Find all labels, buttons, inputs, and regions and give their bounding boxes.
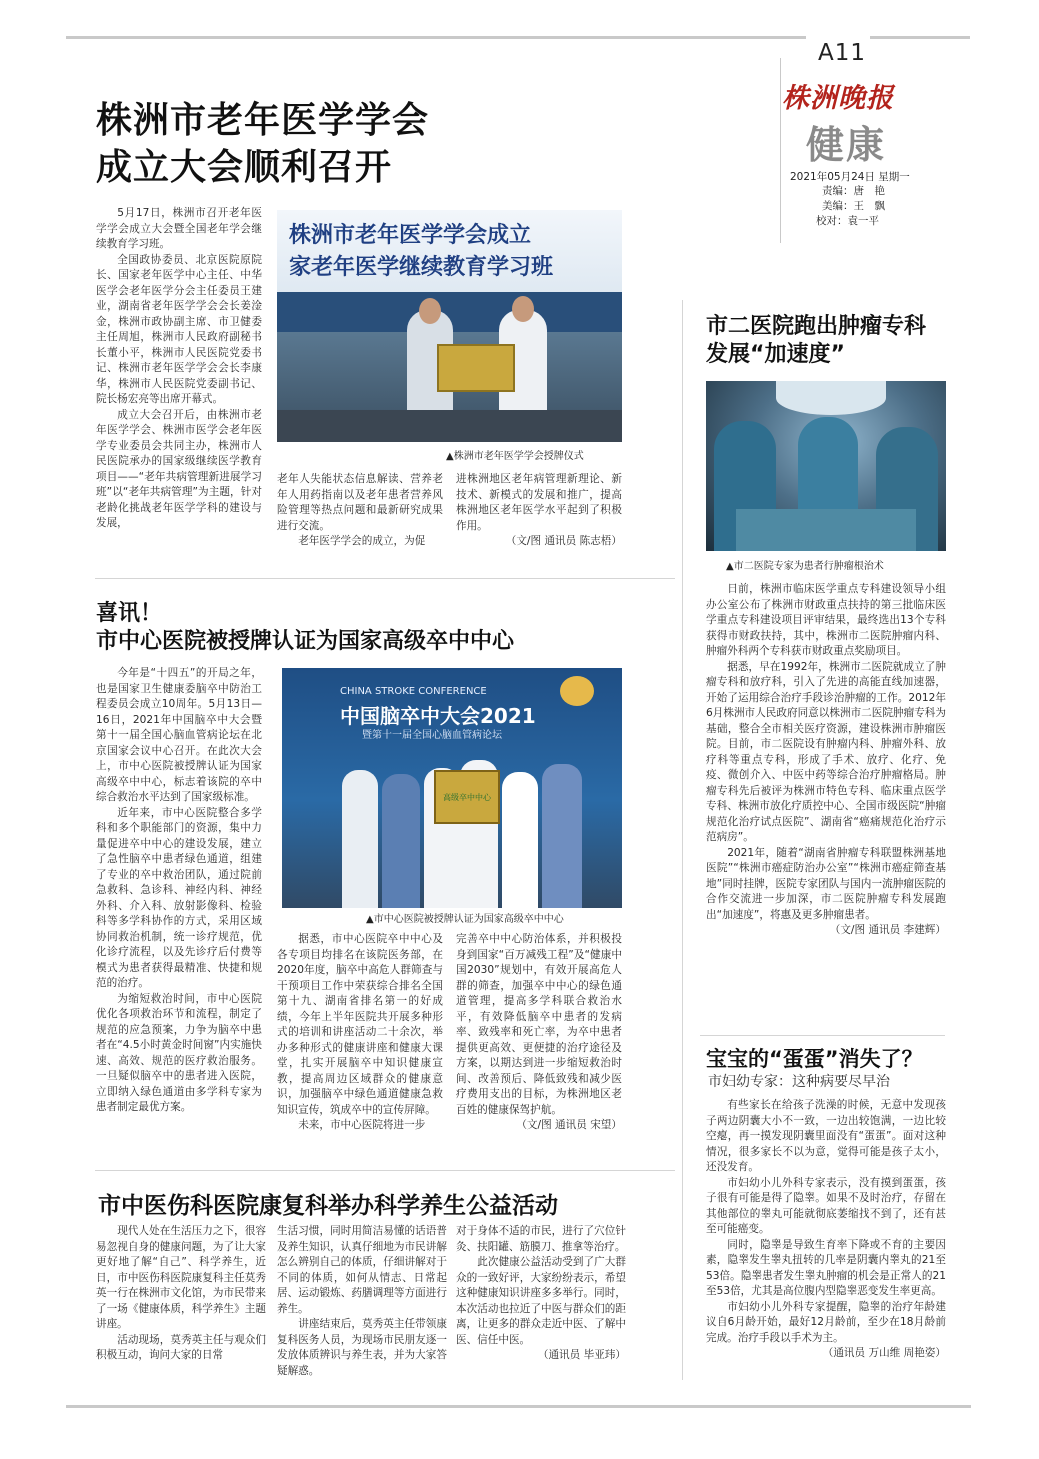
- photo-banner-line1: 株洲市老年医学学会成立: [289, 223, 532, 248]
- article3-title-line1: 喜讯！: [96, 601, 163, 626]
- article1-photo: [277, 210, 622, 442]
- paragraph: 老年医学学会的成立，为促: [298, 535, 426, 547]
- audience-row: [277, 410, 622, 442]
- article5-column3: [456, 1224, 626, 1384]
- byline: （文/图 通讯员 宋望）: [516, 1119, 622, 1131]
- article2-body: [706, 582, 946, 1030]
- paragraph: 完善卒中中心防治体系，并积极投身到国家“百万减残工程”及“健康中国2030”规划中，有效开展高危人群的筛查，加强卒中中心的绿色通道管理，提高多学科联合救治水平，有效降低脑卒中患者的发病率、致残率和死亡率，为卒中患者提供更高效、更便捷的治疗途径及方案，以期达到进一步缩短救治时间、改善预后、降低致残和减少医疗费用支出的目标，为株洲地区老百姓的健康保驾护航。: [456, 933, 622, 1116]
- article1-column3: [456, 472, 622, 562]
- byline: （文/图 通讯员 李建辉）: [829, 924, 946, 936]
- paragraph: 日前，株洲市临床医学重点专科建设领导小组办公室公布了株洲市财政重点扶持的第三批临床医学重点专科建设项目评审结果，最终选出13个专科获得市财政扶持，其中，株洲市二医院肿瘤内科、肿瘤外科两个专科获市财政重点奖励项目。: [706, 583, 946, 657]
- byline: （通讯员 万山维 周艳姿）: [822, 1347, 946, 1359]
- article1-column1: [96, 206, 262, 560]
- article3-caption: ▲市中心医院被授牌认证为国家高级卒中中心: [366, 914, 564, 925]
- paragraph: 5月17日，株洲市召开老年医学学会成立大会暨全国老年学会继续教育学习班。: [96, 207, 262, 250]
- byline: （文/图 通讯员 陈志梧）: [505, 535, 622, 547]
- paragraph: 市妇幼小儿外科专家提醒，隐睾的治疗年龄建议自6月龄开始，最好12月龄前，至少在18月龄前完成。治疗手段以手术为主。: [706, 1300, 946, 1344]
- header-divider: [780, 58, 781, 243]
- article2-title-line2: 发展“加速度”: [706, 342, 845, 367]
- paragraph: 老年人失能状态信息解读、营养老年人用药指南以及老年患者营养风险管理等热点问题和最新研究成果进行交流。: [277, 473, 443, 532]
- photo-banner-line2: 家老年医学继续教育学习班: [289, 255, 554, 280]
- banner-text-sub: 暨第十一届全国心脑血管病论坛: [362, 730, 502, 741]
- banner-text-cn: 中国脑卒中大会2021: [340, 704, 536, 728]
- article5-column2: [277, 1224, 447, 1384]
- top-rule-right: [870, 36, 970, 39]
- plaque-text: 高级卒中中心: [443, 793, 491, 802]
- paragraph: 据悉，市中心医院卒中中心及各专项目均排名在该院医务部，在2020年度，脑卒中高危人群筛查与干预项目工作中荣获综合排名全国第十九、湖南省排名第一的好成绩，今年上半年医院共开展多种形式的培训和讲座活动二十余次，举办多种形式的健康讲座和健康大课堂，扎实开展脑卒中知识健康宣教，提高周边区域群众的健康意识，加强脑卒中绿色通道健康急救知识宣传，筑成卒中的宣传屏障。: [277, 933, 443, 1116]
- operating-table: [736, 509, 916, 551]
- article3-column3: [456, 932, 622, 1162]
- article2-caption: ▲市二医院专家为患者行肿瘤根治术: [726, 561, 884, 572]
- paragraph: 同时，隐睾是导致生育率下降或不育的主要因素，隐睾发生睾丸扭转的几率是阴囊内睾丸的21至53倍。隐睾患者发生睾丸肿瘤的机会是正常人的21至53倍，尤其是高位腹内型隐睾恶变发生率更高。: [706, 1238, 946, 1297]
- article2-title-line1: 市二医院跑出肿瘤专科: [706, 314, 927, 339]
- paragraph: 全国政协委员、北京医院原院长、国家老年医学中心主任、中华医学会老年医学分会主任委员王建业，湖南省老年医学学会会长姜淦金，株洲市政协副主席、市卫健委主任周旭，株洲市人民政府副秘书长董小平，株洲市人民医院党委书记、株洲市老年医学学会会长李康华，株洲市人民医院党委副书记、院长杨宏亮等出席开幕式。: [96, 253, 262, 405]
- article1-title-line2: 成立大会顺利召开: [96, 147, 393, 188]
- award-plaque: [437, 344, 515, 392]
- divider-article3: [95, 1170, 675, 1171]
- article5-title: 市中医伤科医院康复科举办科学养生公益活动: [98, 1193, 558, 1219]
- surgical-light: [776, 381, 886, 415]
- paragraph: 为缩短救治时间，市中心医院优化各项救治环节和流程，制定了规范的应急预案，力争为脑卒中患者在“4.5小时黄金时间窗”内实施快速、高效、规范的医疗救治服务。一旦疑似脑卒中的患者进入医院，立即纳入绿色通道由多学科专家为患者制定最优方案。: [96, 992, 262, 1113]
- paragraph: 成立大会召开后，由株洲市老年医学学会、株洲市医学会老年医学专业委员会共同主办，株洲市人民医院承办的国家级继续医学教育项目——“老年共病管理新进展学习班”以“老年共病管理”为主题，针对老龄化挑战老年医学学科的建设与发展，: [96, 408, 262, 529]
- article3-column2: [277, 932, 443, 1162]
- paragraph: 活动现场，莫秀英主任与观众们积极互动，询问大家的日常: [96, 1333, 266, 1361]
- proofreader-credit: 校对：袁一平: [816, 215, 879, 227]
- paragraph: 此次健康公益活动受到了广大群众的一致好评，大家纷纷表示，希望这种健康知识讲座多多举行。同时，本次活动也拉近了中医与群众们的距离，让更多的群众走近中医、了解中医、信任中医。: [456, 1256, 626, 1346]
- divider-article2: [700, 1035, 945, 1036]
- paragraph: 讲座结束后，莫秀英主任带领康复科医务人员，为现场市民朋友逐一发放体质辨识与养生表，并为大家答疑解惑。: [277, 1318, 447, 1377]
- paragraph: 进株洲地区老年病管理新理论、新技术、新模式的发展和推广，提高株洲地区老年医学水平起到了积极作用。: [456, 473, 622, 532]
- banner-text-en: CHINA STROKE CONFERENCE: [340, 686, 487, 697]
- section-title: 健康: [806, 123, 887, 167]
- article4-title: 宝宝的“蛋蛋”消失了？: [706, 1047, 923, 1071]
- person-left-head: [419, 298, 441, 324]
- paragraph: 据悉，早在1992年，株洲市二医院就成立了肿瘤专科和放疗科，引入了先进的高能直线加速器，开始了运用综合治疗手段诊治肿瘤的工作。2012年6月株洲市人民政府同意以株洲市二医院肿瘤专科为基础，整合全市相关医疗资源，建设株洲市肿瘤医院。目前，市二医院设有肿瘤内科、肿瘤外科、放疗科等重点专科，形成了手术、放疗、化疗、免疫、微创介入、中医中药等综合治疗肿瘤格局。肿瘤专科先后被评为株洲市特色专科、临床重点医学专科、株洲市放化疗质控中心、全国市级医院“肿瘤规范化治疗试点医院”、湖南省“癌痛规范化治疗示范病房”。: [706, 660, 946, 843]
- article2-photo: [706, 381, 946, 551]
- designer-credit: 美编：王 飘: [822, 200, 885, 212]
- editor-credit: 责编：唐 艳: [822, 185, 885, 197]
- article4-subtitle: 市妇幼专家：这种病要尽早治: [708, 1074, 890, 1090]
- article1-title-line1: 株洲市老年医学学会: [96, 100, 430, 141]
- column-divider: [682, 300, 683, 1380]
- paragraph: 对于身体不适的市民，进行了穴位针灸、扶阳罐、筋膜刀、推拿等治疗。: [456, 1225, 626, 1253]
- top-rule: [66, 36, 806, 39]
- anniversary-logo: [560, 676, 594, 706]
- article5-column1: [96, 1224, 266, 1384]
- paragraph: 今年是“十四五”的开局之年，也是国家卫生健康委脑卒中防治工程委员会成立10周年。5月13日—16日，2021年中国脑卒中大会暨第十一届全国心脑血管病论坛在北京国家会议中心召开。在此次大会上，市中心医院被授牌认证为国家高级卒中中心，标志着该院的卒中综合救治水平达到了国家级标准。: [96, 667, 262, 803]
- article1-column2: [277, 472, 443, 562]
- paragraph: 有些家长在给孩子洗澡的时候，无意中发现孩子两边阴囊大小不一致，一边出较饱满，一边比较空瘪，再一摸发现阴囊里面没有“蛋蛋”。面对这种情况，很多家长不以为意，觉得可能是孩子太小，还没发育。: [706, 1099, 946, 1173]
- paragraph: 2021年，随着“湖南省肿瘤专科联盟株洲基地医院”“株洲市癌症防治办公室”“株洲市癌症筛查基地”同时挂牌，医院专家团队与国内一流肿瘤医院的合作交流进一步加深，市二医院肿瘤专科发展跑出“加速度”，将惠及更多肿瘤患者。: [706, 846, 946, 921]
- divider-article1: [95, 578, 675, 579]
- masthead-logo: 株洲晚报: [782, 83, 894, 114]
- article4-body: [706, 1098, 946, 1382]
- issue-date: 2021年05月24日 星期一: [790, 171, 910, 183]
- bottom-rule: [66, 1405, 971, 1408]
- paragraph: 生活习惯，同时用简洁易懂的话语普及养生知识，认真仔细地为市民讲解怎么辨别自己的体质，仔细讲解对于不同的体质，如何从情志、日常起居、运动锻炼、药膳调理等方面进行养生。: [277, 1225, 447, 1315]
- paragraph: 近年来，市中心医院整合多学科和多个职能部门的资源，集中力量促进卒中中心的建设发展，建立了急性脑卒中患者绿色通道，组建了专业的卒中救治团队，通过院前急救科、急诊科、神经内科、神经外科、介入科、放射影像科、检验科等多学科协作的方式，采用区域协同救治机制，统一诊疗规范，优化诊疗流程，以及先诊疗后付费等模式为患者获得最精准、快捷和规范的治疗。: [96, 806, 262, 989]
- article3-title-line2: 市中心医院被授牌认证为国家高级卒中中心: [96, 629, 515, 654]
- person-right-head: [512, 296, 534, 322]
- article3-photo: [282, 668, 622, 908]
- paragraph: 未来，市中心医院将进一步: [298, 1119, 426, 1131]
- article1-caption: ▲株洲市老年医学学会授牌仪式: [446, 451, 584, 462]
- paragraph: 市妇幼小儿外科专家表示，没有摸到蛋蛋，孩子很有可能是得了隐睾。如果不及时治疗，存留在其他部位的睾丸可能就彻底萎缩找不到了，还有甚至可能癌变。: [706, 1176, 946, 1235]
- article3-column1: [96, 666, 262, 1162]
- byline: （通讯员 毕亚玮）: [537, 1349, 626, 1361]
- paragraph: 现代人处在生活压力之下，很容易忽视自身的健康问题，为了让大家更好地了解“自己”、科学养生，近日，市中医伤科医院康复科主任莫秀英一行在株洲市文化馆，为市民带来了一场《健康体质，科学养生》主题讲座。: [96, 1225, 266, 1330]
- page-number: A11: [818, 40, 867, 66]
